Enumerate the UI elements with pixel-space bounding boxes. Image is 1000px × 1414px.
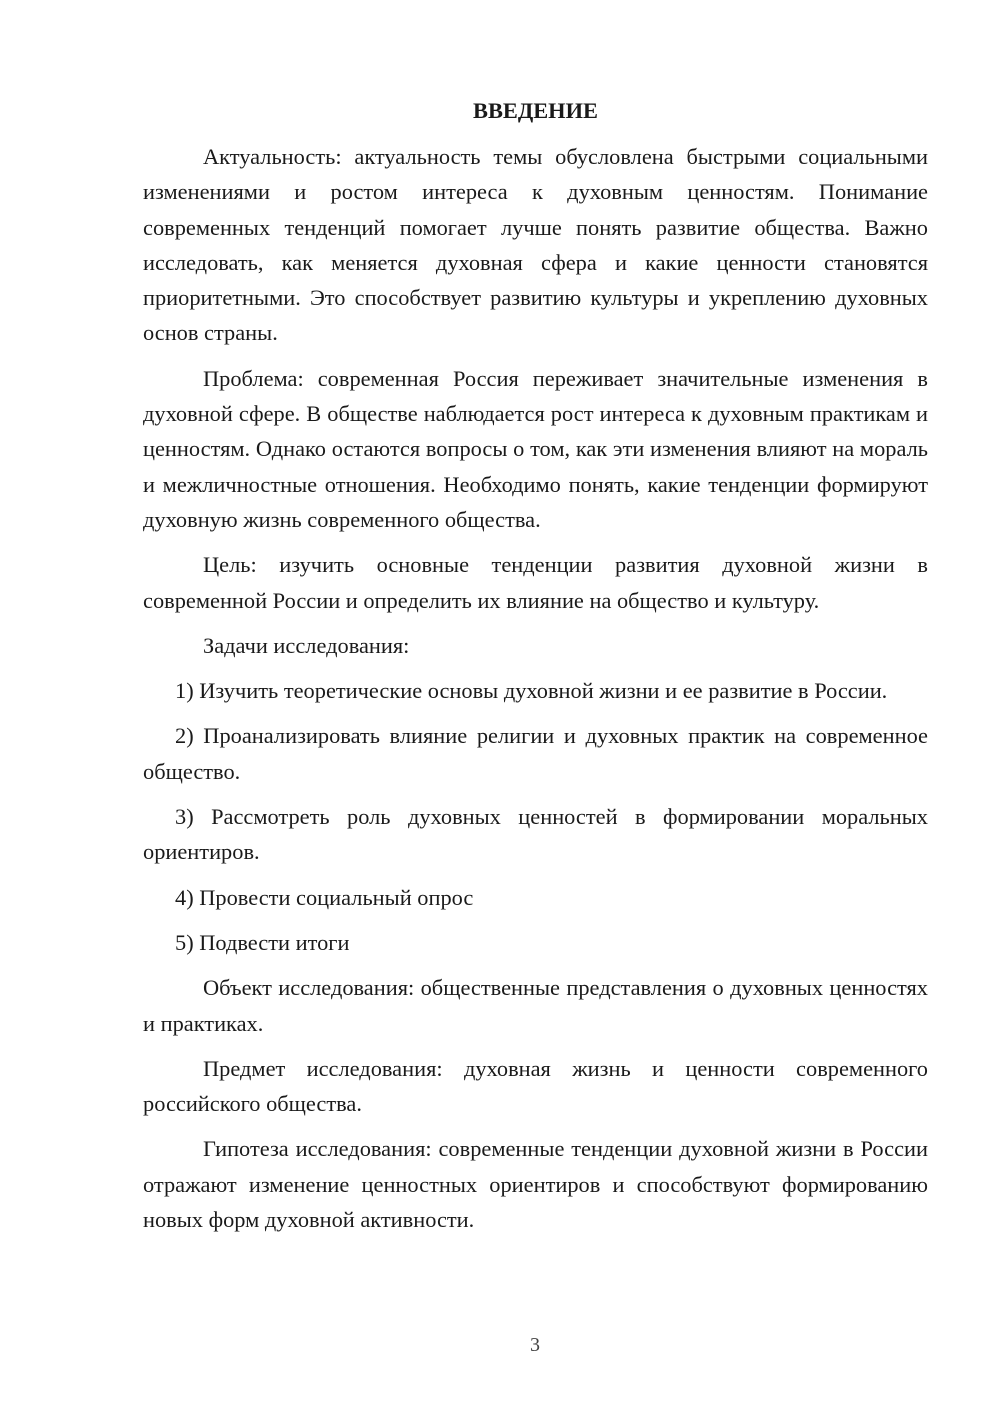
page-number: 3 <box>530 1334 540 1356</box>
task-item-5: 5) Подвести итоги <box>175 929 350 955</box>
paragraph-subject: Предмет исследования: духовная жизнь и ценности современного российского общества. <box>143 1055 928 1117</box>
tasks-heading: Задачи исследования: <box>203 632 410 658</box>
paragraph-problem: Проблема: современная Россия переживает значительные изменения в духовной сфере. В обществе наблюдается рост интереса к духовным практикам и ценностям. Однако остаются вопросы о том, как эти изменения влияют на мораль и межличностные отношения. Необходимо понять, какие тенденции формируют духовную жизнь современного общества. <box>143 365 928 532</box>
paragraph-goal: Цель: изучить основные тенденции развития духовной жизни в современной России и определить их влияние на общество и культуру. <box>143 552 928 613</box>
page-content <box>143 95 928 1247</box>
paragraph-hypothesis: Гипотеза исследования: современные тенденции духовной жизни в России отражают изменение ценностных ориентиров и способствуют формированию новых форм духовной активности. <box>143 1136 928 1233</box>
task-item-1: 1) Изучить теоретические основы духовной жизни и ее развитие в России. <box>175 678 888 704</box>
page-title: ВВЕДЕНИЕ <box>473 98 598 123</box>
task-item-4: 4) Провести социальный опрос <box>175 884 474 910</box>
task-item-2: 2) Проанализировать влияние религии и духовных практик на современное общество. <box>143 723 928 784</box>
task-item-3: 3) Рассмотреть роль духовных ценностей в формировании моральных ориентиров. <box>143 804 928 865</box>
paragraph-object: Объект исследования: общественные представления о духовных ценностях и практиках. <box>143 975 928 1036</box>
paragraph-relevance: Актуальность: актуальность темы обусловлена быстрыми социальными изменениями и ростом интереса к духовным ценностям. Понимание современных тенденций помогает лучше понять развитие общества. Важно исследовать, как меняется духовная сфера и какие ценности становятся приоритетными. Это способствует развитию культуры и укреплению духовных основ страны. <box>143 144 928 346</box>
